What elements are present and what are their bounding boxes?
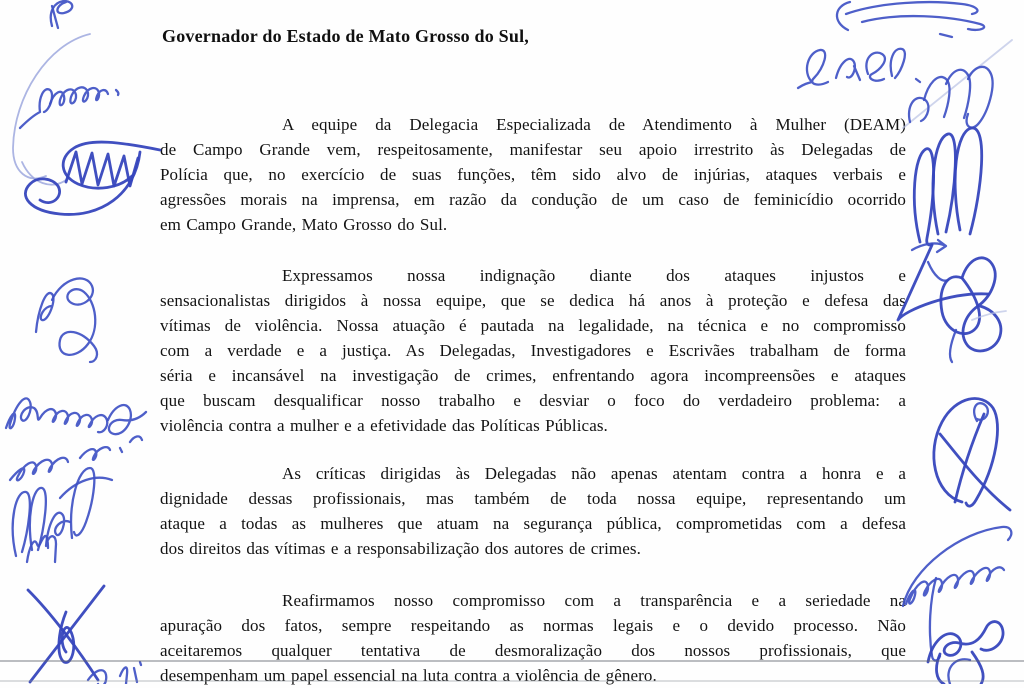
signature-joani bbox=[20, 87, 118, 128]
paragraph-line: Polícia que, no exercício de suas funções, têm sido alvo de injúrias, ataques verbais e bbox=[160, 165, 906, 184]
paragraph-line: Expressamos nossa indignação diante dos ataques injustos e bbox=[282, 266, 906, 285]
paragraph-line: de Campo Grande vem, respeitosamente, manifestar seu apoio irrestrito às Delegadas de bbox=[160, 140, 906, 159]
signature-bottom-loops bbox=[928, 622, 1003, 684]
signature-m-loop bbox=[903, 40, 1012, 128]
paragraph-line: A equipe da Delegacia Especializada de Atendimento à Mulher (DEAM) bbox=[282, 115, 906, 134]
paragraph-line: séria e incansável na investigação de crimes, enfrentando agora incompreensões e ataques bbox=[160, 366, 906, 385]
signature-r-loop bbox=[934, 399, 1010, 510]
signature-lasl bbox=[798, 49, 920, 88]
signature-top-right-flourish bbox=[837, 2, 984, 37]
signature-tall-loops bbox=[898, 128, 1006, 362]
paragraph-line: ataque a todas as mulheres que atuam na segurança pública, comprometidas com a defesa bbox=[160, 514, 906, 533]
signature-left-scribble bbox=[25, 142, 160, 214]
signature-rb-monogram bbox=[36, 278, 97, 362]
signature-top-left-partial bbox=[51, 1, 73, 28]
paragraph-line: agressões morais na imprensa, em razão da condução de um caso de feminicídio ocorrido bbox=[160, 190, 906, 209]
paragraph-line: sensacionalistas dirigidos à nossa equipe, que se dedica há anos à proteção e defesa das bbox=[160, 291, 906, 310]
paragraph-line: com a verdade e a justiça. As Delegadas, Investigadores e Escrivães trabalham de forma bbox=[160, 341, 906, 360]
paragraph-line: aceitaremos qualquer tentativa de desmoralização dos nossos profissionais, que bbox=[160, 641, 906, 660]
paragraph-line: desempenham um papel essencial na luta contra a violência de gênero. bbox=[160, 666, 657, 685]
paragraph-line: vítimas de violência. Nossa atuação é pautada na legalidade, na técnica e no compromisso bbox=[160, 316, 906, 335]
paragraph-line: Reafirmamos nosso compromisso com a transparência e a seriedade na bbox=[282, 591, 906, 610]
paragraph-line: que buscam desqualificar nosso trabalho e desviar o foco do verdadeiro problema: a bbox=[160, 391, 906, 410]
signature-x-cross bbox=[28, 586, 141, 684]
paragraph-line: violência contra a mulher e a efetividade das Políticas Públicas. bbox=[160, 416, 608, 435]
signature-stefanie-diagonal bbox=[903, 527, 1011, 661]
signature-manalza bbox=[6, 398, 146, 480]
paragraph-line: apuração dos fatos, sempre respeitando as normas legais e o devido processo. Não bbox=[160, 616, 906, 635]
signature-llanjar bbox=[13, 468, 112, 556]
paragraph-line: As críticas dirigidas às Delegadas não apenas atentam contra a honra e a bbox=[282, 464, 906, 483]
paragraph-line: dos direitos das vítimas e a responsabilização dos autores de crimes. bbox=[160, 539, 641, 558]
paragraph-line: em Campo Grande, Mato Grosso do Sul. bbox=[160, 215, 448, 234]
paragraph-line: dignidade dessas profissionais, mas também de toda nossa equipe, representando um bbox=[160, 489, 906, 508]
salutation: Governador do Estado de Mato Grosso do Sul, bbox=[162, 26, 529, 46]
